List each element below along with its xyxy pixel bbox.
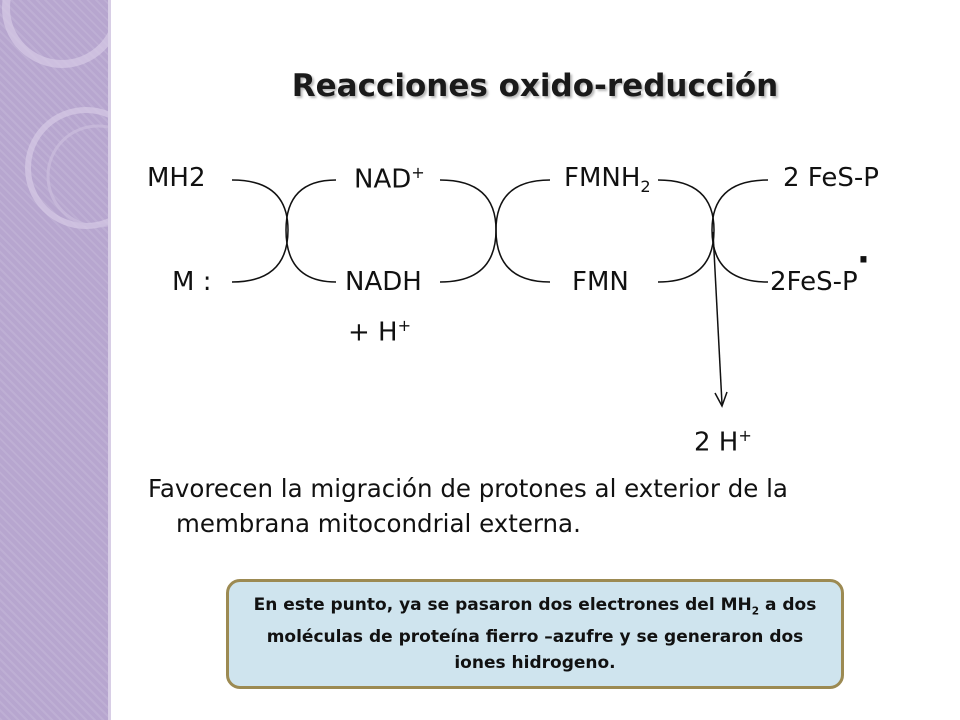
two-h-base: 2 H [694,427,739,458]
caption-text: Favorecen la migración de protones al exterior de la membrana mitocondrial externa. [148,474,788,538]
label-mh2: MH2 [147,163,206,193]
fmnh-base: FMNH [564,163,641,193]
label-h-plus [348,318,411,346]
label-two-h-plus [694,428,752,456]
arc-fes-pair [712,180,768,282]
arc-fmnh2-pair [658,180,714,282]
label-fmn: FMN [572,267,629,297]
arc-mh2-to-m [232,180,288,282]
info-box [226,579,844,689]
nad-charge: + [411,163,425,182]
two-h-charge: + [738,426,752,445]
label-fmnh2 [564,165,651,195]
arc-nadh-pair [440,180,496,282]
arc-fmn-pair [496,180,550,282]
label-m: M : [172,267,212,297]
label-nad-plus [354,165,425,193]
h-plus-charge: + [397,316,412,335]
h-plus-base: + H [348,317,398,348]
label-fes-p: 2 FeS-P [783,163,879,193]
fmnh-subscript: 2 [640,177,651,197]
label-nadh: NADH [345,267,422,297]
info-part1: En este punto, ya se pasaron dos electrones del MH [253,594,752,615]
radical-dot: · [857,240,870,280]
slide-title: Reacciones oxido-reducción [291,68,779,104]
label-fes-p-radical: 2FeS-P [770,267,858,297]
info-subscript: 2 [751,605,760,618]
info-part2: a dos moléculas de proteína fierro –azufre y se generaron dos iones hidrogeno. [266,594,817,674]
nad-base: NAD [354,164,412,195]
info-text [229,592,841,676]
arc-nad-to-nadh [286,180,336,282]
